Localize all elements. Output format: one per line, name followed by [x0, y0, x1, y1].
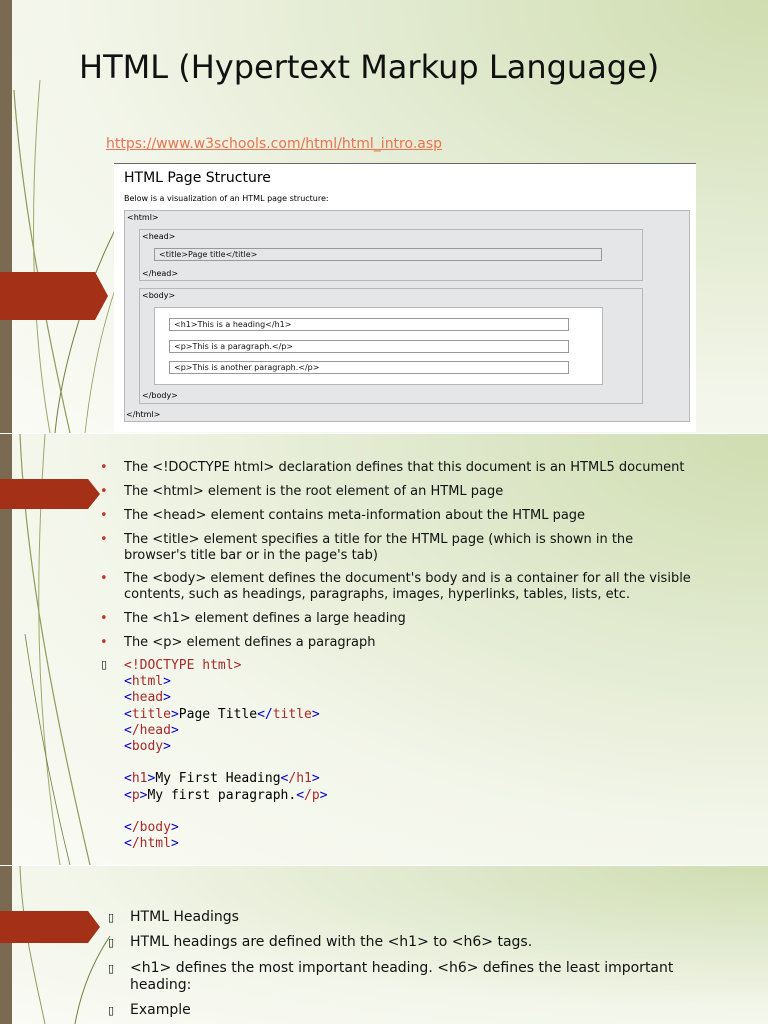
square-bullet-icon: ▯ [108, 911, 115, 924]
list-item [100, 532, 664, 564]
code-body-tag: body [131, 739, 164, 755]
head-box [139, 229, 643, 281]
code-p-close-tag: /p [304, 787, 320, 803]
list-item-text: HTML Headings [130, 909, 239, 925]
p2-line: <p>This is another paragraph.</p> [169, 361, 569, 374]
section-arrow-marker [0, 911, 100, 943]
list-item-text: The <head> element contains meta-information about the HTML page [124, 508, 586, 523]
body-open-tag: <body> [142, 291, 176, 300]
page-structure-figure [114, 163, 696, 432]
decorative-lines [0, 866, 140, 1024]
code-title-text: Page Title [178, 706, 258, 722]
body-close-tag: </body> [142, 391, 178, 400]
square-bullet-icon: ▯ [108, 936, 115, 949]
list-item [100, 460, 685, 476]
list-item [108, 909, 239, 926]
body-content-box [154, 307, 603, 385]
body-box [139, 288, 643, 404]
code-doctype-html: html [202, 658, 234, 673]
square-bullet-icon: ▯ [108, 1004, 115, 1017]
code-html-close-tag: /html [131, 836, 171, 852]
code-p-tag: p [131, 787, 140, 803]
code-title-close-tag: title [272, 706, 312, 722]
code-h1-text: My First Heading [155, 771, 281, 787]
html-box [124, 210, 690, 422]
code-title-tag: title [131, 706, 171, 722]
list-item-text: The <html> element is the root element of an HTML page [124, 484, 504, 499]
list-item [108, 934, 533, 951]
html-close-tag: </html> [126, 410, 161, 419]
h1-line: <h1>This is a heading</h1> [169, 318, 569, 331]
list-item-text: The <!DOCTYPE html> declaration defines that this document is an HTML5 document [124, 460, 685, 475]
list-item-text: The <h1> element defines a large heading [124, 611, 406, 626]
figure-description: Below is a visualization of an HTML page structure: [124, 194, 329, 203]
code-head-tag: head [131, 690, 164, 706]
square-bullet-icon: ▯ [108, 962, 115, 975]
list-item [100, 635, 376, 651]
section-arrow-marker [0, 272, 108, 320]
list-item-text: Example [130, 1002, 191, 1018]
code-doctype-close: > [233, 658, 242, 673]
list-item [100, 571, 724, 603]
html-open-tag: <html> [127, 213, 159, 222]
p1-line: <p>This is a paragraph.</p> [169, 340, 569, 353]
bullet-dot-icon: • [100, 635, 108, 650]
figure-heading: HTML Page Structure [124, 170, 271, 186]
section-arrow-marker [0, 479, 100, 509]
bullet-dot-icon: • [100, 571, 108, 586]
page-title: HTML (Hypertext Markup Language) [79, 48, 660, 86]
slide-1 [0, 0, 768, 433]
bullet-dot-icon: • [100, 611, 108, 626]
code-doctype: <!DOCTYPE [124, 658, 203, 673]
head-close-tag: </head> [142, 269, 179, 278]
code-head-close-tag: /head [131, 722, 171, 738]
bullet-dot-icon: • [100, 532, 108, 547]
bullet-dot-icon: • [100, 460, 108, 475]
code-h1-tag: h1 [131, 771, 148, 787]
code-html-tag: html [131, 674, 164, 690]
list-item-text: The <body> element defines the document's body and is a container for all the visible contents, such as headings, paragraphs, images, hyperlinks, tables, lists, etc. [124, 571, 691, 602]
square-bullet-icon: ▯ [101, 658, 108, 671]
list-item-text: The <title> element specifies a title for the HTML page (which is shown in the browser's title bar or in the page's tab) [124, 532, 634, 563]
code-body-close-tag: /body [131, 820, 171, 836]
w3schools-link[interactable]: https://www.w3schools.com/html/html_intro.asp [106, 136, 443, 152]
list-item [100, 611, 406, 627]
code-example: <!DOCTYPE html> <html> <head> <title>Page Title</title> </head> <body> <h1>My First Heading</h1> <p>My first paragraph.</p> </body> </html> [124, 658, 328, 852]
code-p-text: My first paragraph. [147, 787, 297, 803]
bullet-dot-icon: • [100, 484, 108, 499]
code-h1-close-tag: /h1 [288, 771, 312, 787]
list-item [108, 1002, 191, 1019]
list-item-text: <h1> defines the most important heading. <h6> defines the least important heading: [130, 960, 674, 993]
list-item [100, 484, 504, 500]
list-item [100, 508, 586, 524]
list-item [108, 960, 710, 994]
list-item-text: HTML headings are defined with the <h1> to <h6> tags. [130, 934, 533, 950]
list-item-text: The <p> element defines a paragraph [124, 635, 376, 650]
bullet-dot-icon: • [100, 508, 108, 523]
head-open-tag: <head> [142, 232, 176, 241]
title-line: <title>Page title</title> [154, 248, 602, 261]
